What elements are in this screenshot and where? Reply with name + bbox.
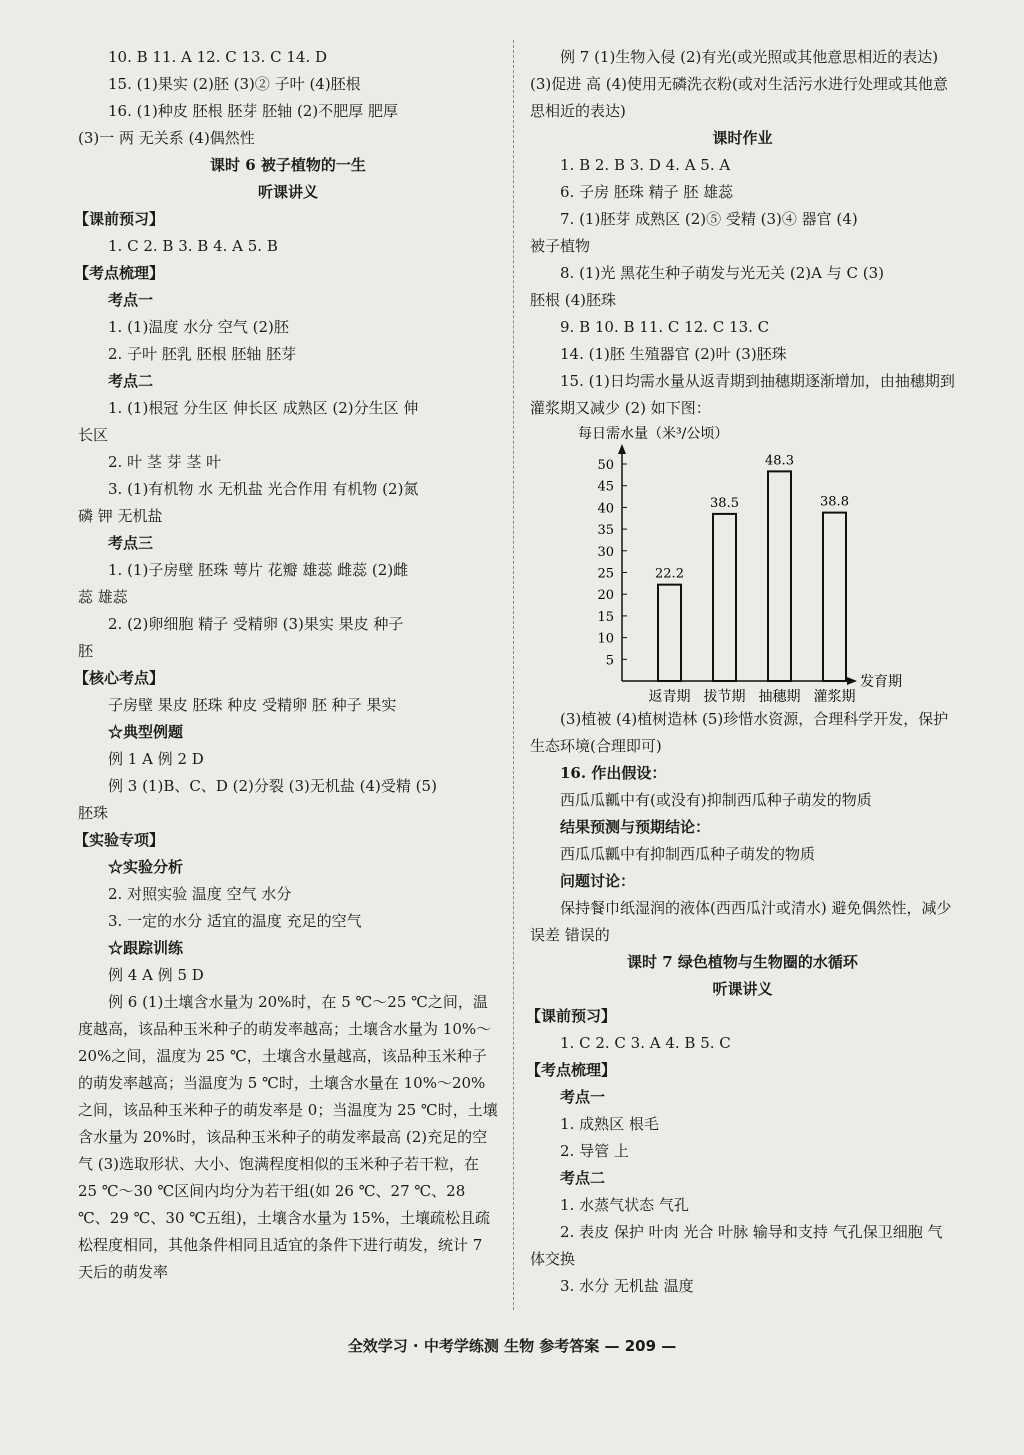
right-bottom-line: 2. 表皮 保护 叶肉 光合 叶脉 输导和支持 气孔保卫细胞 气体交换 xyxy=(530,1223,943,1268)
left-line: 15. (1)果实 (2)胚 (3)② 子叶 (4)胚根 xyxy=(108,75,361,93)
left-line: 胚珠 xyxy=(78,804,109,822)
left-line: 考点三 xyxy=(108,534,154,552)
y-tick-label: 25 xyxy=(597,566,614,582)
y-tick-label: 20 xyxy=(597,588,614,604)
right-top-line: 被子植物 xyxy=(530,237,591,255)
left-column xyxy=(74,44,498,1286)
left-line: 2. (2)卵细胞 精子 受精卵 (3)果实 果皮 种子 xyxy=(108,615,404,633)
left-line: 1. (1)根冠 分生区 伸长区 成熟区 (2)分生区 伸 xyxy=(108,399,419,417)
y-tick-label: 15 xyxy=(597,609,614,625)
x-category-label: 返青期 xyxy=(648,689,691,705)
left-line: 例 1 A 例 2 D xyxy=(108,750,204,768)
left-line: ☆跟踪训练 xyxy=(108,939,184,957)
bar xyxy=(823,513,846,681)
left-line: 听课讲义 xyxy=(257,183,318,201)
bar xyxy=(713,514,736,681)
bar-value-label: 22.2 xyxy=(655,566,684,582)
left-line: 【实验专项】 xyxy=(74,831,165,849)
right-bottom-line: (3)植被 (4)植树造林 (5)珍惜水资源，合理科学开发，保护生态环境(合理即可) xyxy=(530,710,949,755)
right-top-line: 8. (1)光 黑花生种子萌发与光无关 (2)A 与 C (3) xyxy=(560,264,884,282)
left-line: 例 3 (1)B、C、D (2)分裂 (3)无机盐 (4)受精 (5) xyxy=(108,777,437,795)
right-top-line: 1. B 2. B 3. D 4. A 5. A xyxy=(560,156,731,174)
left-line: 2. 对照实验 温度 空气 水分 xyxy=(108,885,292,903)
right-bottom-line: 听课讲义 xyxy=(712,980,773,998)
right-top-line: 7. (1)胚芽 成熟区 (2)⑤ 受精 (3)④ 器官 (4) xyxy=(560,210,858,228)
left-line: 3. 一定的水分 适宜的温度 充足的空气 xyxy=(108,912,362,930)
right-bottom-line: 结果预测与预期结论： xyxy=(560,818,711,836)
left-line: 1. C 2. B 3. B 4. A 5. B xyxy=(108,237,278,255)
right-bottom-line: 1. C 2. C 3. A 4. B 5. C xyxy=(560,1034,731,1052)
y-tick-label: 30 xyxy=(597,544,614,560)
left-line: 例 6 (1)土壤含水量为 20%时，在 5 ℃～25 ℃之间，温度越高，该品种玉米种子的萌发率越高；土壤含水量为 10%～20%之间，温度为 25 ℃，土壤含水量越高，该品种玉米种子的萌发率越高；当温度为 5 ℃时，土壤含水量在 10%～20%之间，该品种玉米种子的萌发率是 0；当温度为 25 ℃时，土壤含水量为 20%时，该品种玉米种子的萌发率最高 (2)充足的空气 (3)选取形状、大小、饱满程度相似的玉米种子若干粒，在 25 ℃～30 ℃区间内均分为若干组(如 26 ℃、27 ℃、28 ℃、29 ℃、30 ℃五组)，土壤含水量为 15%，土壤疏松且疏松程度相同，其他条件相同且适宜的条件下进行萌发，统计 7 天后的萌发率 xyxy=(78,993,498,1281)
left-line: 考点二 xyxy=(108,372,154,390)
left-line: 1. (1)子房壁 胚珠 萼片 花瓣 雄蕊 雌蕊 (2)雌 xyxy=(108,561,409,579)
right-top-line: 14. (1)胚 生殖器官 (2)叶 (3)胚珠 xyxy=(560,345,787,363)
page-footer: 全效学习 · 中考学练测 生物 参考答案 — 209 — xyxy=(347,1337,677,1355)
right-top-line: 15. (1)日均需水量从返青期到抽穗期逐渐增加，由抽穗期到灌浆期又减少 (2) 如下图： xyxy=(530,372,955,417)
water-demand-chart xyxy=(530,426,955,706)
right-top-line: 胚根 (4)胚珠 xyxy=(530,291,617,309)
right-bottom-line: 3. 水分 无机盐 温度 xyxy=(560,1277,694,1295)
left-line: 蕊 雄蕊 xyxy=(78,588,128,606)
left-line: 1. (1)温度 水分 空气 (2)胚 xyxy=(108,318,289,336)
bar-value-label: 38.5 xyxy=(710,495,739,511)
left-line: 【课前预习】 xyxy=(74,210,165,228)
right-top-line: 课时作业 xyxy=(712,129,773,147)
y-tick-label: 35 xyxy=(597,523,614,539)
left-line: 磷 钾 无机盐 xyxy=(78,507,163,525)
right-top-line: 例 7 (1)生物入侵 (2)有光(或光照或其他意思相近的表达) (3)促进 高 (4)使用无磷洗衣粉(或对生活污水进行处理或其他意思相近的表达) xyxy=(530,48,948,120)
y-tick-label: 5 xyxy=(605,653,614,669)
bar-value-label: 38.8 xyxy=(820,494,849,510)
x-category-label: 抽穗期 xyxy=(758,689,801,705)
right-bottom-line: 【考点梳理】 xyxy=(526,1061,617,1079)
bar-value-label: 48.3 xyxy=(765,453,794,469)
left-line: 【核心考点】 xyxy=(74,669,165,687)
column-divider xyxy=(513,40,514,1310)
right-bottom-line: 【课前预习】 xyxy=(526,1007,617,1025)
left-line: 考点一 xyxy=(108,291,154,309)
x-category-label: 拔节期 xyxy=(703,689,746,705)
y-axis-arrow xyxy=(618,444,626,454)
left-line: 长区 xyxy=(78,426,109,444)
left-line: 3. (1)有机物 水 无机盐 光合作用 有机物 (2)氮 xyxy=(108,480,419,498)
right-bottom-line: 问题讨论： xyxy=(560,872,636,890)
left-line: 课时 6 被子植物的一生 xyxy=(210,156,366,174)
left-line: 16. (1)种皮 胚根 胚芽 胚轴 (2)不肥厚 肥厚 xyxy=(108,102,398,120)
right-bottom-line: 西瓜瓜瓤中有抑制西瓜种子萌发的物质 xyxy=(560,845,816,863)
right-bottom-line: 西瓜瓜瓤中有(或没有)抑制西瓜种子萌发的物质 xyxy=(560,791,872,809)
y-tick-label: 40 xyxy=(597,501,614,517)
bar xyxy=(768,471,791,681)
x-axis-arrow xyxy=(847,677,857,685)
right-bottom-line: 1. 水蒸气状态 气孔 xyxy=(560,1196,689,1214)
bar xyxy=(658,585,681,681)
right-bottom-line: 考点一 xyxy=(560,1088,606,1106)
right-bottom-line: 考点二 xyxy=(560,1169,606,1187)
right-bottom-line: 2. 导管 上 xyxy=(560,1142,629,1160)
x-category-label: 灌浆期 xyxy=(813,689,856,705)
left-line: 10. B 11. A 12. C 13. C 14. D xyxy=(108,48,328,66)
y-axis-label: 每日需水量（米³/公顷） xyxy=(578,426,729,442)
left-line: (3)一 两 无关系 (4)偶然性 xyxy=(78,129,255,147)
right-top-line: 6. 子房 胚珠 精子 胚 雄蕊 xyxy=(560,183,734,201)
right-bottom-line: 16. 作出假设： xyxy=(560,764,667,782)
right-bottom-line: 课时 7 绿色植物与生物圈的水循环 xyxy=(627,953,858,971)
left-line: ☆实验分析 xyxy=(108,858,184,876)
right-top-line: 9. B 10. B 11. C 12. C 13. C xyxy=(560,318,770,336)
x-axis-label: 发育期 xyxy=(860,674,902,690)
right-top-text xyxy=(530,44,955,422)
left-line: ☆典型例题 xyxy=(108,723,184,741)
left-line: 2. 子叶 胚乳 胚根 胚轴 胚芽 xyxy=(108,345,297,363)
right-column xyxy=(526,44,955,1300)
left-line: 【考点梳理】 xyxy=(74,264,165,282)
y-tick-label: 10 xyxy=(597,631,614,647)
left-line: 子房壁 果皮 胚珠 种皮 受精卵 胚 种子 果实 xyxy=(108,696,397,714)
left-line: 2. 叶 茎 芽 茎 叶 xyxy=(108,453,222,471)
y-tick-label: 45 xyxy=(597,479,614,495)
right-bottom-line: 保持餐巾纸湿润的液体(西西瓜汁或清水) 避免偶然性，减少误差 错误的 xyxy=(530,899,952,944)
left-line: 胚 xyxy=(78,642,94,660)
left-line: 例 4 A 例 5 D xyxy=(108,966,204,984)
right-bottom-text xyxy=(526,706,955,1300)
y-tick-label: 50 xyxy=(597,458,614,473)
right-bottom-line: 1. 成熟区 根毛 xyxy=(560,1115,659,1133)
